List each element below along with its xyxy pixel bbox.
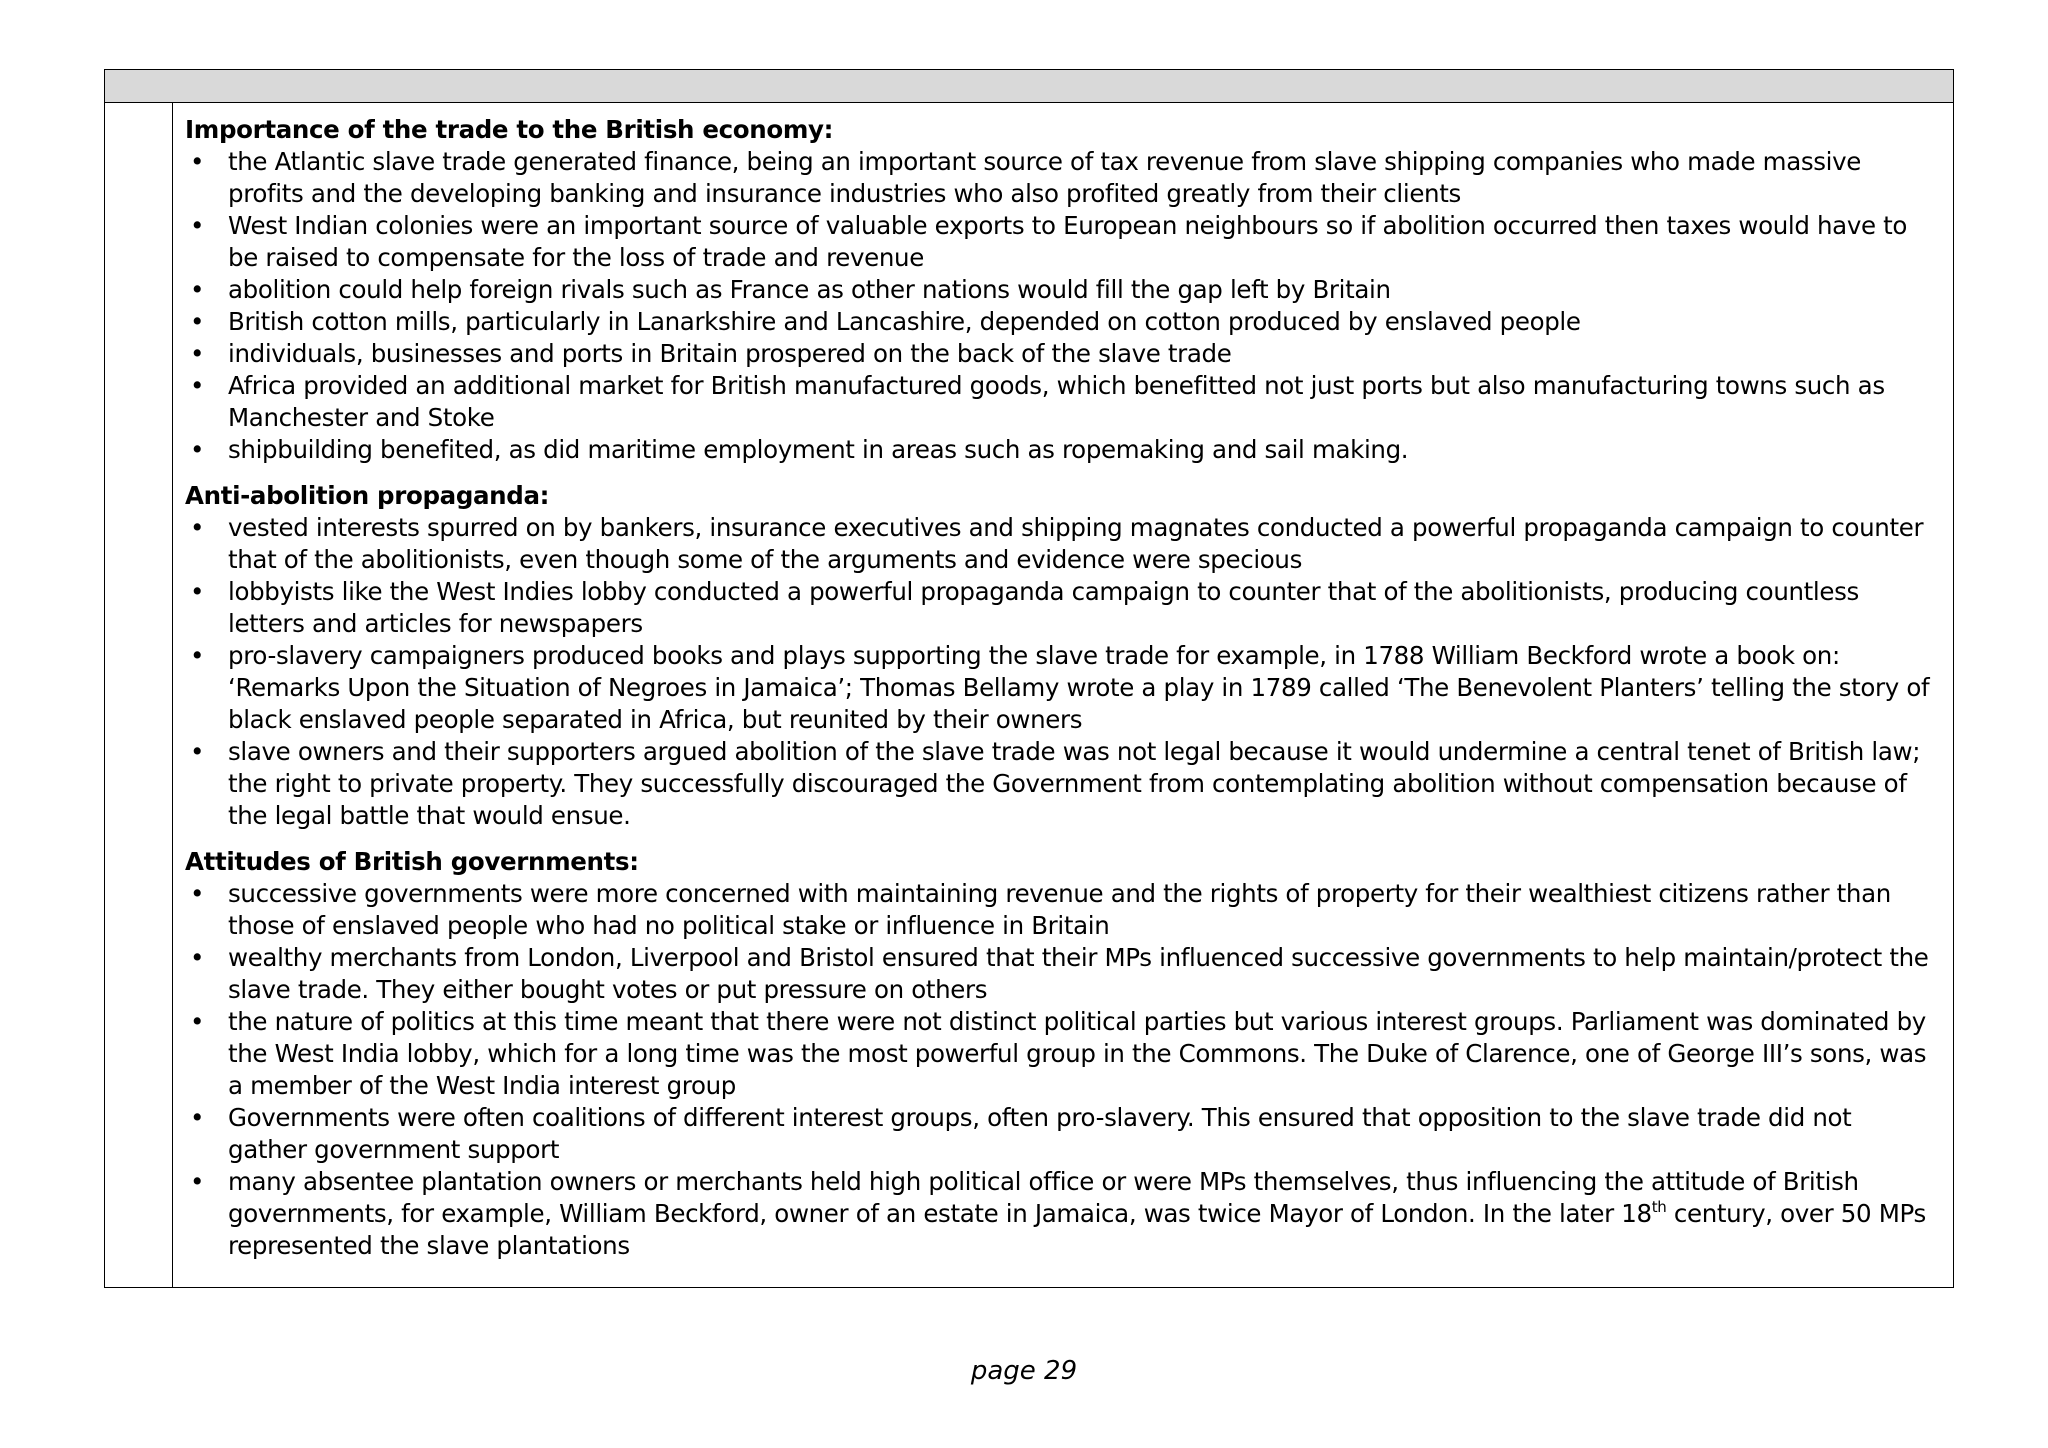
section-heading: Attitudes of British governments: bbox=[185, 847, 639, 876]
bullet-item: • wealthy merchants from London, Liverpool and Bristol ensured that their MPs influenced successive governments to help maintain/protect the slave trade. They either bought votes or put pressure on others bbox=[185, 942, 1937, 1006]
bullet-item: • Governments were often coalitions of different interest groups, often pro-slavery. This ensured that opposition to the slave trade did not gather government support bbox=[185, 1102, 1937, 1166]
bullet-item: • West Indian colonies were an important source of valuable exports to European neighbours so if abolition occurred then taxes would have to be raised to compensate for the loss of trade and revenue bbox=[185, 210, 1937, 274]
bullet-item: • slave owners and their supporters argued abolition of the slave trade was not legal because it would undermine a central tenet of British law; the right to private property. They successfully discouraged the Government from contemplating abolition without compensation because of the legal battle that would ensue. bbox=[185, 736, 1937, 832]
section-governments bbox=[185, 846, 1937, 1262]
bullet-item: • vested interests spurred on by bankers, insurance executives and shipping magnates conducted a powerful propaganda campaign to counter that of the abolitionists, even though some of the arguments and evidence were specious bbox=[185, 512, 1937, 576]
bullet-item: • Africa provided an additional market for British manufactured goods, which benefitted not just ports but also manufacturing towns such as Manchester and Stoke bbox=[185, 370, 1937, 434]
bullet-item: • individuals, businesses and ports in Britain prospered on the back of the slave trade bbox=[185, 338, 1937, 370]
bullet-list bbox=[185, 146, 1937, 466]
bullet-item bbox=[185, 1166, 1937, 1262]
section-heading: Importance of the trade to the British economy: bbox=[185, 115, 834, 144]
bullet-text: many absentee plantation owners or merchants held high political office or were MPs themselves, thus influencing the attitude of British governments, for example, William Beckford, owner of an estate in Jamaica, was twice Mayor of London. In the later 18 bbox=[228, 1167, 1859, 1228]
section-propaganda bbox=[185, 480, 1937, 832]
bullet-item: • the Atlantic slave trade generated finance, being an important source of tax revenue from slave shipping companies who made massive profits and the developing banking and insurance industries who also profited greatly from their clients bbox=[185, 146, 1937, 210]
section-heading: Anti-abolition propaganda: bbox=[185, 481, 550, 510]
section-economy bbox=[185, 114, 1937, 466]
bullet-item: • abolition could help foreign rivals such as France as other nations would fill the gap left by Britain bbox=[185, 274, 1937, 306]
content-table bbox=[104, 69, 1954, 1288]
bullet-text: century, over 50 MPs represented the slave plantations bbox=[228, 1199, 1926, 1260]
table-header-row bbox=[105, 70, 1953, 103]
bullet-list bbox=[185, 512, 1937, 832]
bullet-item: • the nature of politics at this time meant that there were not distinct political parties but various interest groups. Parliament was dominated by the West India lobby, which for a long time was the most powerful group in the Commons. The Duke of Clarence, one of George III’s sons, was a member of the West India interest group bbox=[185, 1006, 1937, 1102]
bullet-item: • pro-slavery campaigners produced books and plays supporting the slave trade for example, in 1788 William Beckford wrote a book on: ‘Remarks Upon the Situation of Negroes in Jamaica’; Thomas Bellamy wrote a play in 1789 called ‘The Benevolent Planters’ telling the story of black enslaved people separated in Africa, but reunited by their owners bbox=[185, 640, 1937, 736]
page-number: page 29 bbox=[970, 1356, 1078, 1386]
bullet-item: • successive governments were more concerned with maintaining revenue and the rights of property for their wealthiest citizens rather than those of enslaved people who had no political stake or influence in Britain bbox=[185, 878, 1937, 942]
bullet-item: • lobbyists like the West Indies lobby conducted a powerful propaganda campaign to counter that of the abolitionists, producing countless letters and articles for newspapers bbox=[185, 576, 1937, 640]
table-content-cell bbox=[185, 114, 1937, 1262]
bullet-list bbox=[185, 878, 1937, 1262]
bullet-item: • shipbuilding benefited, as did maritime employment in areas such as ropemaking and sail making. bbox=[185, 434, 1937, 466]
bullet-item: • British cotton mills, particularly in Lanarkshire and Lancashire, depended on cotton produced by enslaved people bbox=[185, 306, 1937, 338]
table-left-column bbox=[105, 102, 173, 1287]
ordinal-superscript: th bbox=[1651, 1198, 1667, 1216]
